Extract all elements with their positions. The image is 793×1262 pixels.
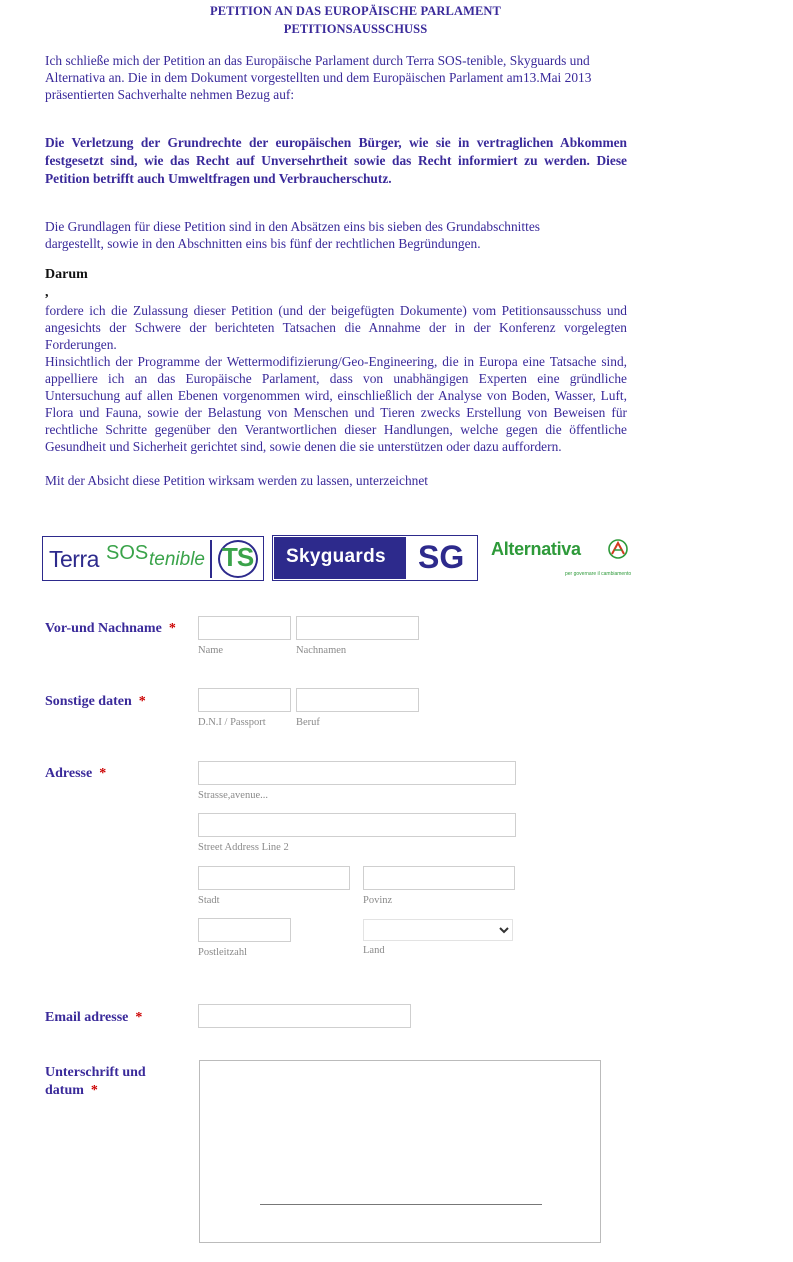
- occupation-sublabel: Beruf: [296, 717, 320, 728]
- terra-text: Terra: [49, 546, 99, 572]
- alternativa-arrow-icon: [607, 538, 629, 560]
- first-name-input[interactable]: [198, 616, 291, 640]
- terra-divider: [210, 540, 212, 578]
- darum-comma: ,: [45, 285, 49, 300]
- required-mark: *: [168, 621, 176, 636]
- required-mark: *: [138, 694, 146, 709]
- signature-label: [45, 1064, 146, 1100]
- grundlagen-line: dargestellt, sowie in den Abschnitten eins bis fünf der rechtlichen Begründungen.: [45, 236, 481, 251]
- country-select[interactable]: [363, 919, 513, 941]
- first-name-sublabel: Name: [198, 645, 224, 656]
- grundlagen-line: Die Grundlagen für diese Petition sind in den Absätzen eins bis sieben des Grundabschnittes: [45, 219, 540, 234]
- intro-line: Ich schließe mich der Petition an das Europäische Parlament durch Terra SOS-tenible, Skyguards und: [45, 53, 590, 68]
- intro-line: präsentierten Sachverhalte nehmen Bezug auf:: [45, 87, 295, 102]
- other-data-label: [45, 693, 146, 711]
- email-label-text: Email adresse: [45, 1010, 129, 1025]
- alternativa-tagline: per governare il cambiamento: [565, 571, 632, 577]
- email-input[interactable]: [198, 1004, 411, 1028]
- alternativa-logo: [488, 533, 633, 581]
- darum-paragraph-1: fordere ich die Zulassung dieser Petition (und der beigefügten Dokumente) vom Petitionsausschuss und angesichts der Schwere der berichteten Tatsachen die Annahme der in der Konferenz vorgelegten Forderungen.: [45, 303, 627, 352]
- zip-input[interactable]: [198, 918, 291, 942]
- signature-label-line: datum: [45, 1083, 84, 1098]
- zip-sublabel: Postleitzahl: [198, 947, 247, 958]
- terra-tenible-text: tenible: [149, 549, 205, 570]
- country-sublabel: Land: [363, 945, 385, 956]
- other-data-label-text: Sonstige daten: [45, 694, 132, 709]
- province-sublabel: Povinz: [363, 895, 393, 906]
- intro-paragraph: [45, 52, 645, 103]
- intro-line: Alternativa an. Die in dem Dokument vorgestellten und dem Europäischen Parlament am13.Mai 2013: [45, 70, 592, 85]
- street-line2-sublabel: Street Address Line 2: [198, 842, 289, 853]
- signature-baseline: [260, 1204, 542, 1205]
- occupation-input[interactable]: [296, 688, 419, 712]
- alternativa-text: Alternativa: [491, 539, 581, 559]
- street-sublabel: Strasse,avenue...: [198, 790, 268, 801]
- signature-pad[interactable]: [199, 1060, 601, 1243]
- province-input[interactable]: [363, 866, 515, 890]
- address-label: [45, 765, 106, 783]
- name-label-text: Vor-und Nachname: [45, 621, 162, 636]
- skyguards-logo: [272, 535, 478, 581]
- street-line2-input[interactable]: [198, 813, 516, 837]
- passport-input[interactable]: [198, 688, 291, 712]
- signature-label-line: Unterschrift und: [45, 1065, 146, 1080]
- terra-ts-mark: TS: [222, 542, 254, 572]
- address-label-text: Adresse: [45, 766, 93, 781]
- street-input[interactable]: [198, 761, 516, 785]
- required-mark: *: [135, 1010, 143, 1025]
- rights-paragraph: Die Verletzung der Grundrechte der europäischen Bürger, wie sie in vertraglichen Abkommen festgesetzt sind, wie das Recht auf Unversehrtheit sowie das Recht informiert zu werden. Diese Petition betrifft auch Umweltfragen und Verbraucherschutz.: [45, 135, 627, 186]
- city-input[interactable]: [198, 866, 350, 890]
- name-label: [45, 620, 176, 638]
- required-mark: *: [99, 766, 107, 781]
- page-subtitle: PETITIONSAUSSCHUSS: [283, 22, 428, 36]
- email-label: [45, 1009, 142, 1027]
- darum-paragraph-2: Hinsichtlich der Programme der Wettermodifizierung/Geo-Engineering, die in Europa eine Tatsache sind, appelliere ich an das Europäische Parlament, dass von unabhängigen Experten eine gründliche Untersuchung auf allen Ebenen vorgenommen wird, einschließlich der Analyse von Boden, Wasser, Luft, Flora und Fauna, sowie der Belastung von Menschen und Tieren zwecks Erstellung von Beweisen für rechtliche Schritte gegenüber den Verantwortlichen dieser Handlungen, welche gegen die öffentliche Gesundheit und Sicherheit gerichtet sind, sowie denen die sie unterstützen oder dazu auffordern.: [45, 354, 627, 454]
- skyguards-sg-mark: SG: [418, 539, 465, 575]
- required-mark: *: [90, 1083, 98, 1098]
- skyguards-text: Skyguards: [286, 546, 386, 567]
- last-name-input[interactable]: [296, 616, 419, 640]
- passport-sublabel: D.N.I / Passport: [198, 717, 266, 728]
- page-title: PETITION AN DAS EUROPÄISCHE PARLAMENT: [209, 4, 501, 18]
- city-sublabel: Stadt: [198, 895, 220, 906]
- terra-sos-text: SOS: [106, 542, 149, 564]
- grundlagen-paragraph: [45, 218, 645, 252]
- darum-paragraph-3: Mit der Absicht diese Petition wirksam werden zu lassen, unterzeichnet: [45, 473, 429, 488]
- last-name-sublabel: Nachnamen: [296, 645, 347, 656]
- terra-sostenible-logo: [42, 536, 264, 581]
- darum-heading: Darum: [45, 267, 88, 282]
